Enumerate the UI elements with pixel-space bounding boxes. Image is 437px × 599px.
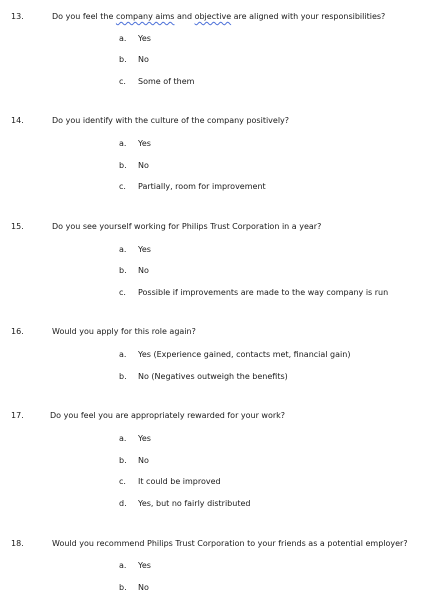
question-number: 16. xyxy=(11,327,24,336)
option-letter: b. xyxy=(119,583,127,592)
spellcheck-flag: company aims xyxy=(115,12,175,21)
option-letter: b. xyxy=(119,55,127,64)
option-text: No xyxy=(138,266,149,275)
question-text: Do you feel the company aims and objective are aligned with your responsibilities? xyxy=(52,12,386,21)
option-text: Yes xyxy=(138,561,151,570)
option-text: Partially, room for improvement xyxy=(138,182,266,191)
option-letter: a. xyxy=(119,434,127,443)
spellcheck-flag: objective xyxy=(194,12,232,21)
option-text: Yes xyxy=(138,139,151,148)
option-letter: a. xyxy=(119,561,127,570)
question-number: 14. xyxy=(11,116,24,125)
question-number: 18. xyxy=(11,539,24,548)
question-text: Would you apply for this role again? xyxy=(52,327,196,336)
option-text: It could be improved xyxy=(138,477,221,486)
question-number: 17. xyxy=(11,411,24,420)
option-text: Yes xyxy=(138,434,151,443)
option-text: No xyxy=(138,161,149,170)
option-letter: a. xyxy=(119,34,127,43)
option-letter: c. xyxy=(119,288,126,297)
question-text: Would you recommend Philips Trust Corporation to your friends as a potential employer? xyxy=(52,539,408,548)
option-text: No xyxy=(138,456,149,465)
option-letter: d. xyxy=(119,499,127,508)
option-text: No (Negatives outweigh the benefits) xyxy=(138,372,288,381)
option-letter: b. xyxy=(119,456,127,465)
question-text: Do you see yourself working for Philips Trust Corporation in a year? xyxy=(52,222,322,231)
option-letter: c. xyxy=(119,77,126,86)
option-letter: a. xyxy=(119,245,127,254)
question-text: Do you feel you are appropriately rewarded for your work? xyxy=(50,411,286,420)
option-text: No xyxy=(138,55,149,64)
option-text: Yes, but no fairly distributed xyxy=(138,499,251,508)
question-number: 15. xyxy=(11,222,24,231)
option-text: Yes (Experience gained, contacts met, financial gain) xyxy=(138,350,351,359)
question-text: Do you identify with the culture of the company positively? xyxy=(52,116,290,125)
option-letter: a. xyxy=(119,139,127,148)
option-text: Some of them xyxy=(138,77,195,86)
option-letter: b. xyxy=(119,161,127,170)
question-number: 13. xyxy=(11,12,24,21)
option-text: Possible if improvements are made to the way company is run xyxy=(138,288,389,297)
option-text: Yes xyxy=(138,34,151,43)
option-text: Yes xyxy=(138,245,151,254)
option-letter: b. xyxy=(119,372,127,381)
option-letter: c. xyxy=(119,477,126,486)
option-letter: c. xyxy=(119,182,126,191)
option-letter: b. xyxy=(119,266,127,275)
option-text: No xyxy=(138,583,149,592)
option-letter: a. xyxy=(119,350,127,359)
